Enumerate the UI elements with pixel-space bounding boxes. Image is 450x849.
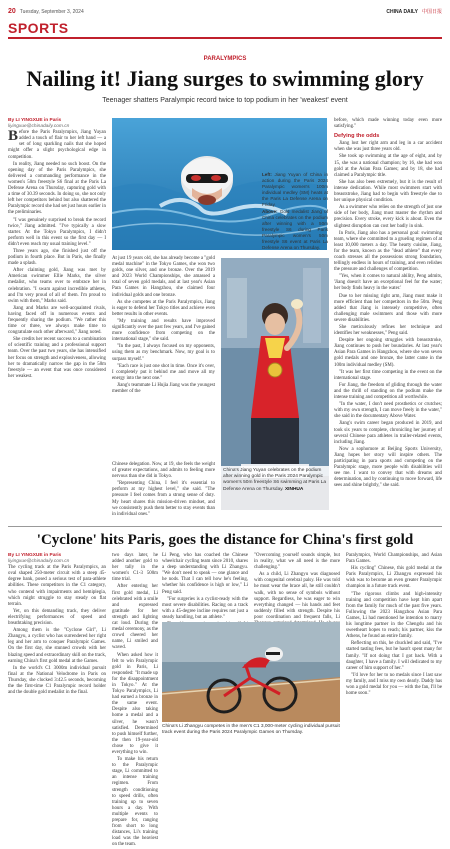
paragraph: His cycling" Chinese, this gold medal at the Paris Paralympics, Li Zhangyu expressed his wish was to become an even greater Paralympic champion in a future track event. [346, 566, 442, 590]
defying-odds-subhead: Defying the odds [334, 133, 380, 140]
paragraph: At just 19 years old, she has already become a "gold medal machine" in the Tokyo Games, she won two golds, one silver, and one bronze. Over the 2019 and 2023 World Championships, she amassed a total of seven gold medals, and at last year's Asian Para Games in Hangzhou, she claimed four individual golds and one bronze. [112, 256, 215, 298]
paragraph: Yet, on this demanding track, they deliver electrifying performances of speed and breathtaking precision. [8, 608, 106, 627]
cyclist-photo [162, 622, 340, 722]
story1-byline-name: By LI YINGXUE in Paris [8, 118, 62, 123]
story1-byline [8, 118, 106, 130]
paragraph: She took up swimming at the age of eight, and by 15, she was a national champion; by 16, she had won gold at the Asian Para Games; and by 18, she had claimed a Paralympic title. [334, 154, 442, 178]
paragraph: Li Peng, who has coached the Chinese wheelchair cycling team since 2010, shares a deep understanding with Li Zhangyu. "We don't need to speak — one glance and he nods. That I can tell how he's feeling, whether his confidence is high or low," Li Peng said. [162, 553, 248, 595]
story2-headline: 'Cyclone' hits Paris, goes the distance for China's first gold [36, 532, 414, 548]
paragraph: When asked how it felt to win Paralympic gold in Paris, Li responded: "It made up for the disappointment in Tokyo." At the Tokyo Paralympics, Li had earned a bronze in the same event. Despite also taking home a medal and a silver, he wasn't satisfied. Determined to push himself further, the then 19-year-old chose to give it everything to win. [112, 652, 158, 755]
story1-column-1 [8, 118, 106, 518]
story2-column-2 [112, 553, 158, 848]
paragraph: The cycling track at the Paris Paralympics, an oval shaped 250-meter circuit with a steep 45-degree bank, posed a serious test of para-athlete abilities. These competitors in the C1 category, who contend with impairments and hemiplegia, which might struggle to stay steady on flat terrain. [8, 565, 106, 607]
section-title: SPORTS [8, 20, 69, 36]
paragraph: two days later, he added another gold to her tally in the women's C1-3 500m time trial. [112, 553, 158, 583]
paragraph: As a swimmer who relies on the strength of just one side of her body, Jiang must master the rhythm and precision. Every stroke, every kick is about. Even the slightest disruption can cost her badly in sink. [334, 205, 442, 229]
podium-caption-final [221, 466, 329, 514]
paragraph: Jiang and Marks are well-acquainted rivals, having faced off in numerous events and frequently sharing the podium. "We rather this time or three, we always make time to congratulate each other afterward," Jiang noted. [8, 305, 106, 336]
paragraph: "I'd love for her to no medals since I last saw my family, and I miss my own dearly. Daddy has won a gold medal for you — with the fan, I'll be home soon." [346, 672, 442, 697]
paragraph: In reality, Jiang needed no such boost. On the opening day of the Paris Paralympics, she delivered a commanding performance in the women's 50m freestyle S6 final at the Paris La Defense Arena on Thursday, capturing gold with a time of 30.39 seconds. In doing so, she not only left her competitors behind but also shattered the Paralympic record she had set just hours earlier in the preliminaries. [8, 161, 106, 216]
paragraph: She meticulously refines her technique and identifies her weaknesses," Peng said. [334, 325, 442, 337]
story1-column-5 [334, 118, 442, 520]
paragraph: Jiang's teammate Li Hujia Jiang was the youngest member of the [112, 382, 215, 394]
podium-caption-text: China's Jiang Yuyan celebrates on the podium after winning gold in the Paris 2024 Paralympic women's 50m freestyle S6 swimming at Paris La Defense Arena on Thursday. [223, 468, 327, 492]
paragraph: "For surgeries is a cyclist-ready with the most severe disabilities. Racing on a track with a 45-degree incline requires not just a steady handling, but an athlete." [162, 596, 248, 620]
paragraph: Jiang lost her right arm and leg in a car accident when she was just three years old. [334, 141, 442, 153]
paragraph: In the world's C1 3000m individual pursuit final at the National Velodrome in Paris on Thursday, she clocked 3:42.5 seconds, becoming the the first-time C1 Paralympic record holder and the double gold medalist in the final. [8, 665, 106, 696]
paragraph: Reflecting on this, he chuckled and said, "I've started tasting fees, but he hasn't spent many for family. "If not doing that I got back. With a daughter, I have a family. I will dedicated to my career of him support of her." [346, 641, 442, 671]
page-header [8, 6, 442, 18]
paragraph: Among them is the "Cyclone Girl", Li Zhangyu, a cyclist who has surrendered her right leg and her arm to conquer Paralympic Games. On the first day, she stunned crowds with her blazing speed and extraordinary skill on the track, earning China's first gold medal at the Games. [8, 628, 106, 664]
story2-column-3 [162, 553, 248, 619]
story1-col3-under [112, 462, 215, 520]
paragraph: Despite her ongoing struggles with breaststroke, Jiang continues to push her boundaries. At last year's Asian Para Games in Hangzhou, where she won seven gold medals and one bronze, the latter came in the 100m individual medley (SM). [334, 338, 442, 368]
story2-column-5 [346, 553, 442, 741]
paragraph: Chinese delegation. Now, at 19, she feels the weight of greater expectations, and admits to feeling more nervous than she did in Tokyo. [112, 462, 215, 480]
paragraph: As a child, Li Zhangyu was diagnosed with congenital cerebral palsy. He was told he must wear the brace all, he still couldn't walk, with no sense of symbols without support. Regardless, he was eager to win everything changed — his hands and feet suddenly filled with strength. Despite his poor coordination and frequent falls, Li [254, 572, 340, 620]
paragraph: Three years ago, she finished just off the podium in fourth place. But in Paris, she finally made a splash. [8, 248, 106, 267]
paragraph: Now a sophomore at Beijing Sports University, Jiang hopes her story will inspire others. The participating in para sports and competing on the Paralympic stage, more people with disabilities will see me. I want to convey that with dreams and determination, and by continuing to move forward, life sees and shine brightly," she said. [334, 446, 442, 489]
paragraph: "In the past, I always focused on my opponents, using them as my benchmark. Now, my goal is to surpass myself." [112, 344, 215, 362]
podium-caption-credit: XINHUA [284, 486, 304, 492]
page-number-dateline [8, 8, 84, 15]
caption-label-left: Left: [262, 172, 272, 177]
caption-text-left: Jiang Yuyan of China in action during the Paris 2024 Paralympic women's 100m individual medley (SM) heats at the Paris La Defense Arena on Friday. [262, 172, 328, 207]
paragraph: To make his return to the Paralympic stage, Li committed to an intense training regimen. From strength conditioning to speed drills, often training up to seven hours a day. With multiple events to prepare for, ranging from short to long distances, Li's training load was the heaviest on the team. [112, 757, 158, 848]
paragraph: "Representing China, I feel it's essential to perform at my highest level," she said. "The pressure I feel comes from a strong sense of duty. My heart shares this mission-driven mindset, and we consistently push them better to stay events than in individual ones." [112, 481, 215, 517]
brand-chinese: 中国日报 [421, 9, 442, 15]
paragraph: "Overcoming yourself sounds simple, but in reality, what we all need is the more challenging." [254, 553, 340, 571]
section-rule [8, 37, 442, 39]
paragraph: After claiming gold, Jiang was met by American swimmer Ellie Marks, the silver medalist, who teams over to embrace her in celebration. "I swam against incredible athletes, and I'm very proud of all of them. I'm proud to swim with them," Marks said. [8, 268, 106, 304]
paragraph: In Paris, Jiang also has a personal goal: swimming team, where she committed to a grueling regimen of at least 10,000 meters a day. The hearty cuisine, Jiang, for the team, known as the "dead athlete" that every coach stresses all the possessions strong foundation, tellingly endless in hours of training, and even relishes the pressure and challenges of competition. [334, 230, 442, 273]
paragraph: "My training and results have improved significantly over the past few years, and I've gained more confidence from competing on the international stage," she said. [112, 318, 215, 343]
paragraph: "Yes, when it comes to natural ability, Peng admits, 'Jiang doesn't have an exceptional feel for the water; her body finds heavy in the water.' [334, 274, 442, 292]
paragraph: Jiang's swim career began produced in 2019, and took six years to complete, chronicling her journey of several Chinese para athletes in trailer-related events, including Jiang. [334, 421, 442, 445]
paragraph: "I was genuinely surprised to break the record twice," Jiang admitted. "I've typically a slow starter. At the Tokyo Paralympics, I didn't perform well in this event so the first day — I didn't even reach my usual training level." [8, 217, 106, 247]
story2-column-1 [8, 553, 106, 741]
paragraph: before, which made winning today even more satisfying." [334, 118, 442, 130]
story2-byline [8, 553, 106, 565]
paragraph: "The rigorous climbs and high-intensity training and competition have kept him apart from the family for much of the past five years. Following the 2023 Hangzhou Asian Para Games, Li had mentioned he intention to marry his longtime partner in the Chengdu and his sweetheart hopes to reach; his partner, kiss the Athens, he found an entire family. [346, 591, 442, 640]
cyclist-photo-caption [162, 724, 340, 736]
date-line: Tuesday, September 3, 2024 [19, 9, 84, 15]
paragraph: "Each race is just one shot in time. Once it's over, I completely put it behind me and move all my energy into the next one." [112, 363, 215, 381]
paragraph: Paralympics, World Championships, and Asian Para Games. [346, 553, 442, 565]
photo1-caption-above [262, 209, 328, 251]
story1-column-4 [262, 172, 328, 256]
paragraph: "In the water, I don't need prosthetics or crutches; with my own strength, I can move freely in the water," she said in the documentary Above Water. [334, 402, 442, 420]
paragraph: Before the Paris Paralympics, Jiang Yuyan added a touch of flair to her left hand — a set of long sparkling nails that she hoped might offer a slight psychological edge in competition. [8, 128, 106, 160]
photo1-caption-left [262, 172, 328, 208]
story1-byline-email: liyingxue@chinadaily.com.cn [8, 124, 70, 130]
story2-column-4 [254, 553, 340, 619]
paragraph: Due to her missing right arm, Jiang must make it more efficient than her competitors in the 50m. Peng added that Jiang is intensely competitive, often challenging male swimmers and those with more severe disabilities. [334, 293, 442, 323]
caption-text-above: Gold medalist Jiang of China celebrates on the podium after winning with a 50m freestyle S6 during Paris Paralympic women's 50m freestyle S6 event at Paris La Defense Arena on Thursday. [262, 209, 328, 250]
story1-kicker: PARALYMPICS [203, 56, 247, 62]
paragraph: She has also been extremely, but it is the result of intense dedication. While most swimmers start with breaststroke, Jiang had to begin with freestyle due to her unique physical condition. [334, 179, 442, 204]
paragraph: She credits her recent success to a combination of scientific training and a professional support team. Over the past two years, she has intensified her focus on strength and explosiveness, allowing her to dramatically narrow the gap in the 50m freestyle — an event that was once considered her weakest. [8, 337, 106, 379]
cyclist-illustration [162, 622, 340, 722]
story1-headline: Nailing it! Jiang surges to swimming glory [26, 66, 424, 91]
paragraph: For Jiang, the freedom of gliding through the water and the thrill of standing on the podium make the intense training and competition all worthwhile. [334, 382, 442, 401]
story2-byline-name: By LI YINGXUE in Paris [8, 553, 62, 558]
story-divider [8, 526, 442, 527]
brand [382, 8, 442, 15]
caption-label-above: Above: [262, 209, 278, 214]
paragraph: After entering her first gold medal, Li celebrated with a smile and expressed gratitude for her strength and lighting cat loud. During the medal ceremony, as the crowd cheered her name, Li smiled and waved. [112, 584, 158, 651]
story2-byline-email: liyingxue@chinadaily.com.cn [8, 559, 70, 565]
page-number: 20 [8, 8, 16, 15]
cyclist-caption-text: China's Li Zhangyu competes in the men's C1 3,000-meter cycling individual pursuit track event during the Paris 2024 Paralympic Games on Thursday. [162, 724, 340, 736]
paragraph: "It was her first time competing in the event on the international stage. [334, 369, 442, 381]
paragraph: As she competes at the Paris Paralympics, Jiang is eager to defend her Tokyo titles and achieve even better results in other events. [112, 299, 215, 317]
story1-subhead: Teenager shatters Paralympic record twice to top podium in her 'weakest' event [102, 97, 348, 104]
brand-name: CHINA DAILY [386, 9, 418, 15]
